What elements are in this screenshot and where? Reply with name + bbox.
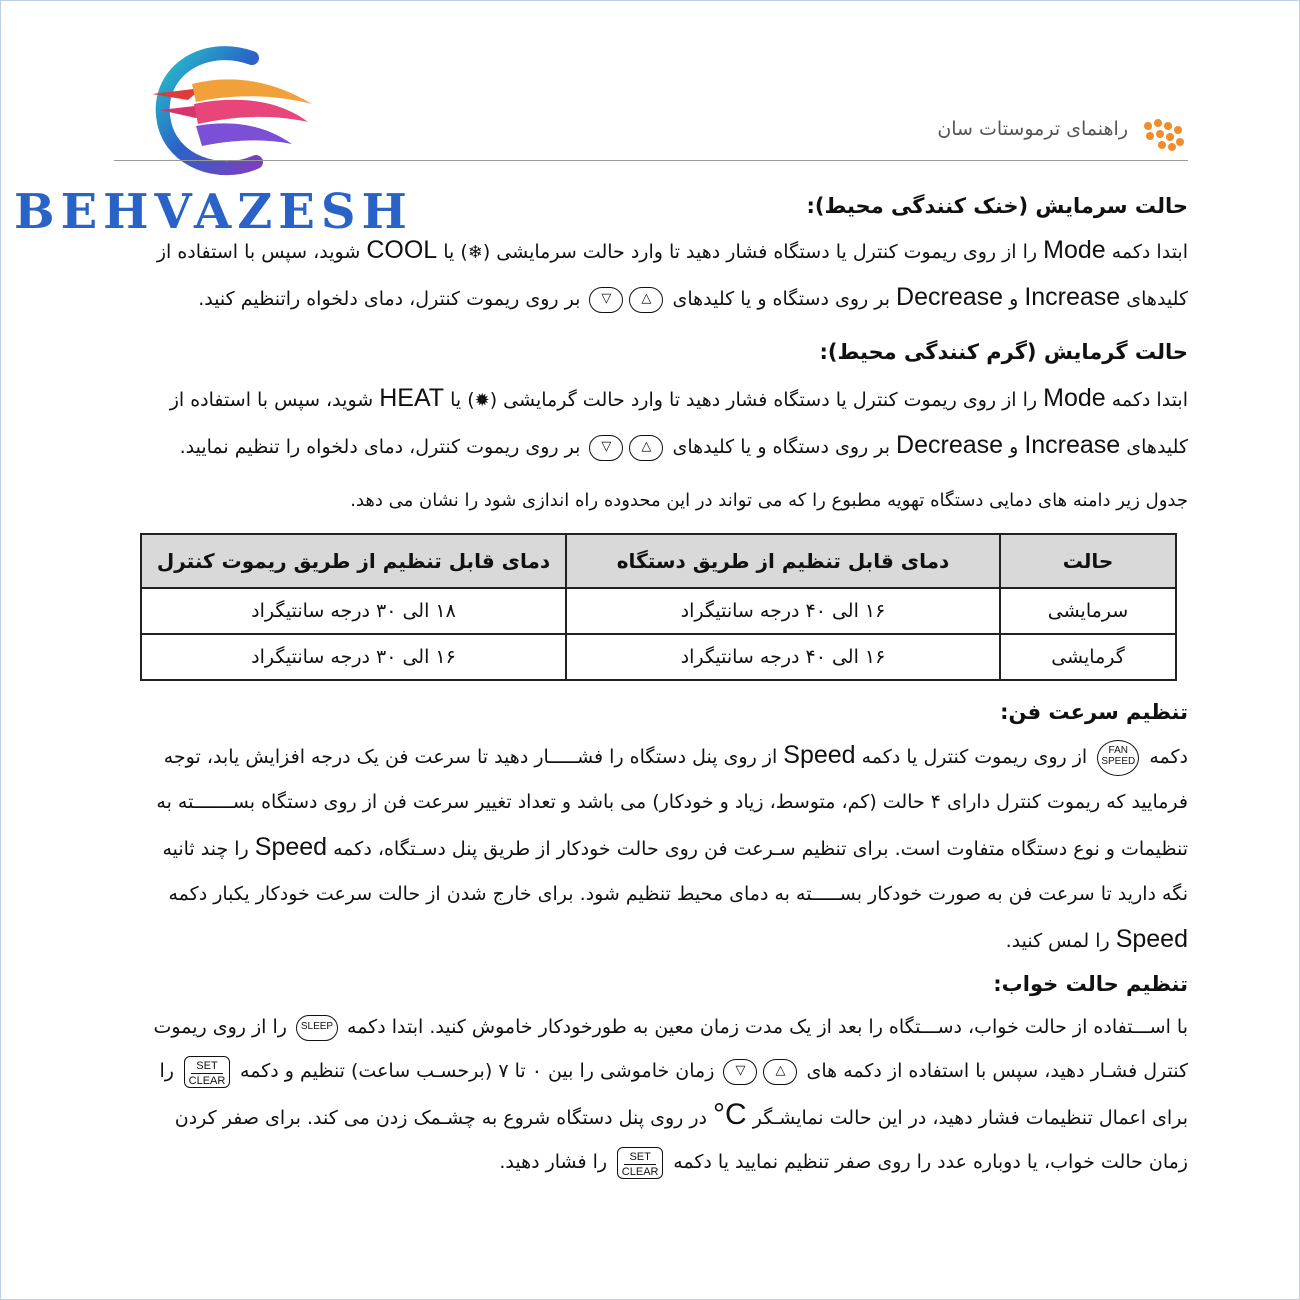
cooling-paragraph bbox=[110, 228, 1188, 322]
table-header-row bbox=[141, 534, 1176, 588]
sleep-button-icon: SLEEP bbox=[296, 1015, 338, 1041]
sleep-line-1: با اســـتفاده از حالت خواب، دســـتگاه را بعد از یک مدت زمان معین به طورخودکار خاموش کنید. ابتدا دکمه SLEEP را از روی ریموت bbox=[110, 1005, 1188, 1049]
fan-line-5: Speed را لمس کنید. bbox=[1005, 925, 1188, 953]
table-row bbox=[141, 588, 1176, 634]
sun-icon: ✹ bbox=[474, 390, 490, 411]
table-header-cell: حالت bbox=[1000, 534, 1176, 588]
table-cell: گرمایشی bbox=[1000, 634, 1176, 680]
fan-line-2: فرمایید که ریموت کنترل دارای ۴ حالت (کم، متوسط، زیاد و خودکار) می باشد و تعداد تغییر سرعت فن از روی دستگاه بســـــــته به bbox=[156, 791, 1188, 813]
up-key-icon: △ bbox=[763, 1059, 797, 1085]
fan-line-1: دکمه FAN SPEED از روی ریموت کنترل یا دکمه Speed از روی پنل دستگاه را فشـــــار دهید تا سرعت فن یک درجه افزایش یابد، توجه bbox=[110, 733, 1188, 780]
table-cell: سرمایشی bbox=[1000, 588, 1176, 634]
cooling-line-2: کلیدهای Increase و Decrease بر روی دستگاه و یا کلیدهای △▽ بر روی ریموت کنترل، دمای دلخواه راتنظیم کنید. bbox=[198, 283, 1188, 311]
down-key-icon: ▽ bbox=[589, 435, 623, 461]
table-row bbox=[141, 634, 1176, 680]
celsius-display: C° bbox=[713, 1098, 747, 1131]
down-key-icon: ▽ bbox=[589, 287, 623, 313]
logo-wordmark: BEHVAZESH bbox=[14, 184, 413, 240]
sleep-line-4: زمان حالت خواب، یا دوباره عدد را روی صفر تنظیم نمایید یا دکمه SET CLEAR را فشار دهید. bbox=[110, 1140, 1188, 1184]
table-cell: ۱۶ الی ۴۰ درجه سانتیگراد bbox=[566, 588, 1000, 634]
table-cell: ۱۸ الی ۳۰ درجه سانتیگراد bbox=[141, 588, 566, 634]
fan-paragraph bbox=[110, 733, 1188, 964]
snowflake-icon: ❄ bbox=[467, 242, 483, 263]
header-title: راهنمای ترموستات سان bbox=[937, 118, 1128, 140]
up-key-icon: △ bbox=[629, 435, 663, 461]
table-header-cell: دمای قابل تنظیم از طریق دستگاه bbox=[566, 534, 1000, 588]
down-key-icon: ▽ bbox=[723, 1059, 757, 1085]
set-clear-button-icon: SET CLEAR bbox=[617, 1147, 663, 1179]
fan-line-4: نگه دارید تا سرعت فن به صورت خودکار بســـــته به دمای محیط تنظیم شود. برای خارج شدن از حالت سرعت خودکار یکبار دکمه bbox=[168, 883, 1188, 905]
temperature-range-table bbox=[140, 533, 1177, 681]
table-header-cell: دمای قابل تنظیم از طریق ریموت کنترل bbox=[141, 534, 566, 588]
fan-heading: تنظیم سرعت فن: bbox=[1000, 700, 1188, 724]
heating-heading: حالت گرمایش (گرم کنندگی محیط): bbox=[819, 340, 1188, 364]
set-clear-button-icon: SET CLEAR bbox=[184, 1056, 230, 1088]
heating-line-1: ابتدا دکمه Mode را از روی ریموت کنترل یا دستگاه فشار دهید تا وارد حالت گرمایشی (✹) یا HEAT شوید، سپس با استفاده از bbox=[169, 384, 1188, 412]
table-intro: جدول زیر دامنه های دمایی دستگاه تهویه مطبوع را که می تواند در این محدوده راه اندازی شود را نشان می دهد. bbox=[350, 490, 1188, 511]
sleep-line-3: برای اعمال تنظیمات فشار دهید، در این حالت نمایشـگر C° در روی پنل دستگاه شروع به چشـمک زدن می کند. برای صفر کردن bbox=[174, 1098, 1188, 1131]
sleep-heading: تنظیم حالت خواب: bbox=[993, 972, 1188, 996]
table-cell: ۱۶ الی ۳۰ درجه سانتیگراد bbox=[141, 634, 566, 680]
header-divider bbox=[114, 160, 1188, 161]
cooling-line-1: ابتدا دکمه Mode را از روی ریموت کنترل یا دستگاه فشار دهید تا وارد حالت سرمایشی (❄) یا COOL شوید، سپس با استفاده از bbox=[156, 236, 1188, 264]
fan-speed-button-icon: FAN SPEED bbox=[1097, 740, 1139, 776]
fan-line-3: تنظیمات و نوع دستگاه متفاوت است. برای تنظیم سـرعت فن روی حالت خودکار از طریق پنل دسـتگاه، دکمه Speed را چند ثانیه bbox=[162, 833, 1188, 861]
up-key-icon: △ bbox=[629, 287, 663, 313]
sleep-line-2: کنترل فشـار دهید، سپس با استفاده از دکمه های △▽ زمان خاموشی را بین ۰ تا ۷ (برحسـب ساعت) تنظیم و دکمه SET CLEAR را bbox=[110, 1049, 1188, 1093]
heating-paragraph bbox=[110, 376, 1188, 470]
cooling-heading: حالت سرمایش (خنک کنندگی محیط): bbox=[806, 194, 1188, 218]
logo-mark-icon bbox=[132, 44, 322, 184]
sleep-paragraph bbox=[110, 1005, 1188, 1184]
heating-line-2: کلیدهای Increase و Decrease بر روی دستگاه و یا کلیدهای △▽ بر روی ریموت کنترل، دمای دلخواه را تنظیم نمایید. bbox=[179, 431, 1188, 459]
table-cell: ۱۶ الی ۴۰ درجه سانتیگراد bbox=[566, 634, 1000, 680]
header-dots-icon bbox=[1140, 116, 1188, 152]
